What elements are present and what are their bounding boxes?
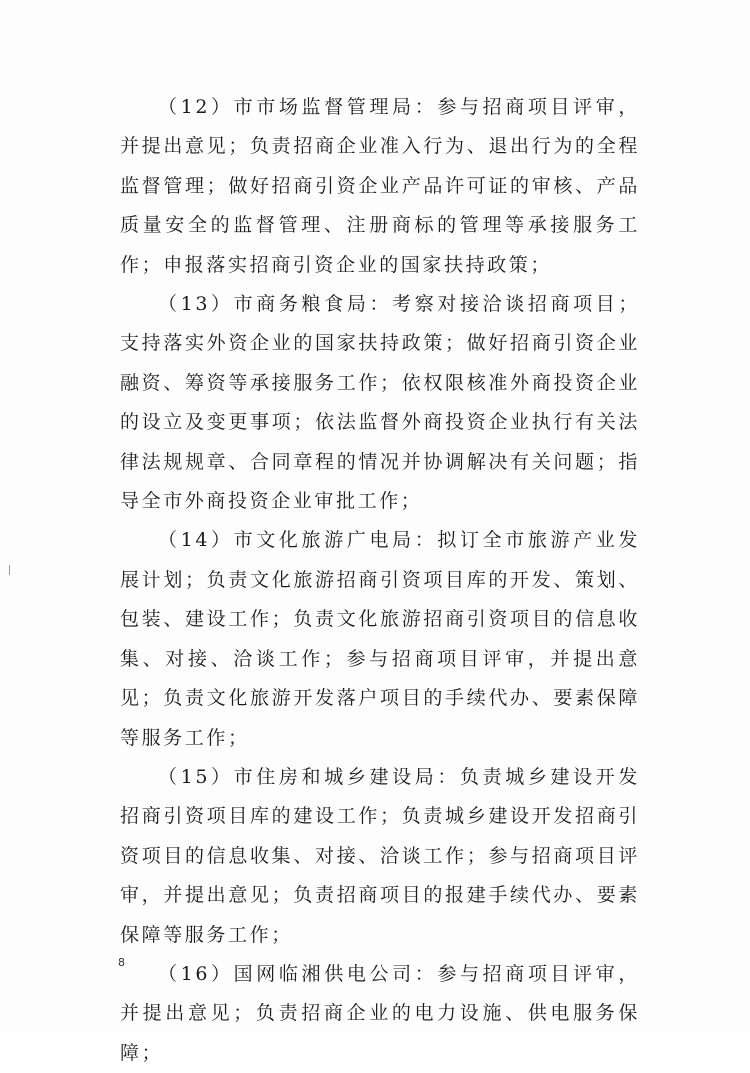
paragraph-item-14: （14）市文化旅游广电局：拟订全市旅游产业发展计划；负责文化旅游招商引资项目库的开发、策划、包装、建设工作；负责文化旅游招商引资项目的信息收集、对接、洽谈工作；参与招商项目评审，并提出意见；负责文化旅游开发落户项目的手续代办、要素保障等服务工作； <box>120 529 640 749</box>
scan-mark <box>9 565 10 575</box>
paragraph-item-16: （16）国网临湘供电公司：参与招商项目评审，并提出意见；负责招商企业的电力设施、供电服务保障； <box>120 962 640 1064</box>
paragraph-item-12: （12）市市场监督管理局：参与招商项目评审，并提出意见；负责招商企业准入行为、退出行为的全程监督管理；做好招商引资企业产品许可证的审核、产品质量安全的监督管理、注册商标的管理等承接服务工作；申报落实招商引资企业的国家扶持政策； <box>120 96 640 276</box>
document-body <box>120 88 640 1073</box>
paragraph-item-15: （15）市住房和城乡建设局：负责城乡建设开发招商引资项目库的建设工作；负责城乡建设开发招商引资项目的信息收集、对接、洽谈工作；参与招商项目评审，并提出意见；负责招商项目的报建手续代办、要素保障等服务工作； <box>120 765 640 946</box>
page-number: 8 <box>118 956 125 969</box>
paragraph-item-13: （13）市商务粮食局：考察对接洽谈招商项目；支持落实外资企业的国家扶持政策；做好招商引资企业融资、筹资等承接服务工作；依权限核准外商投资企业的设立及变更事项；依法监督外商投资企业执行有关法律法规规章、合同章程的情况并协调解决有关问题；指导全市外商投资企业审批工作； <box>120 293 640 513</box>
